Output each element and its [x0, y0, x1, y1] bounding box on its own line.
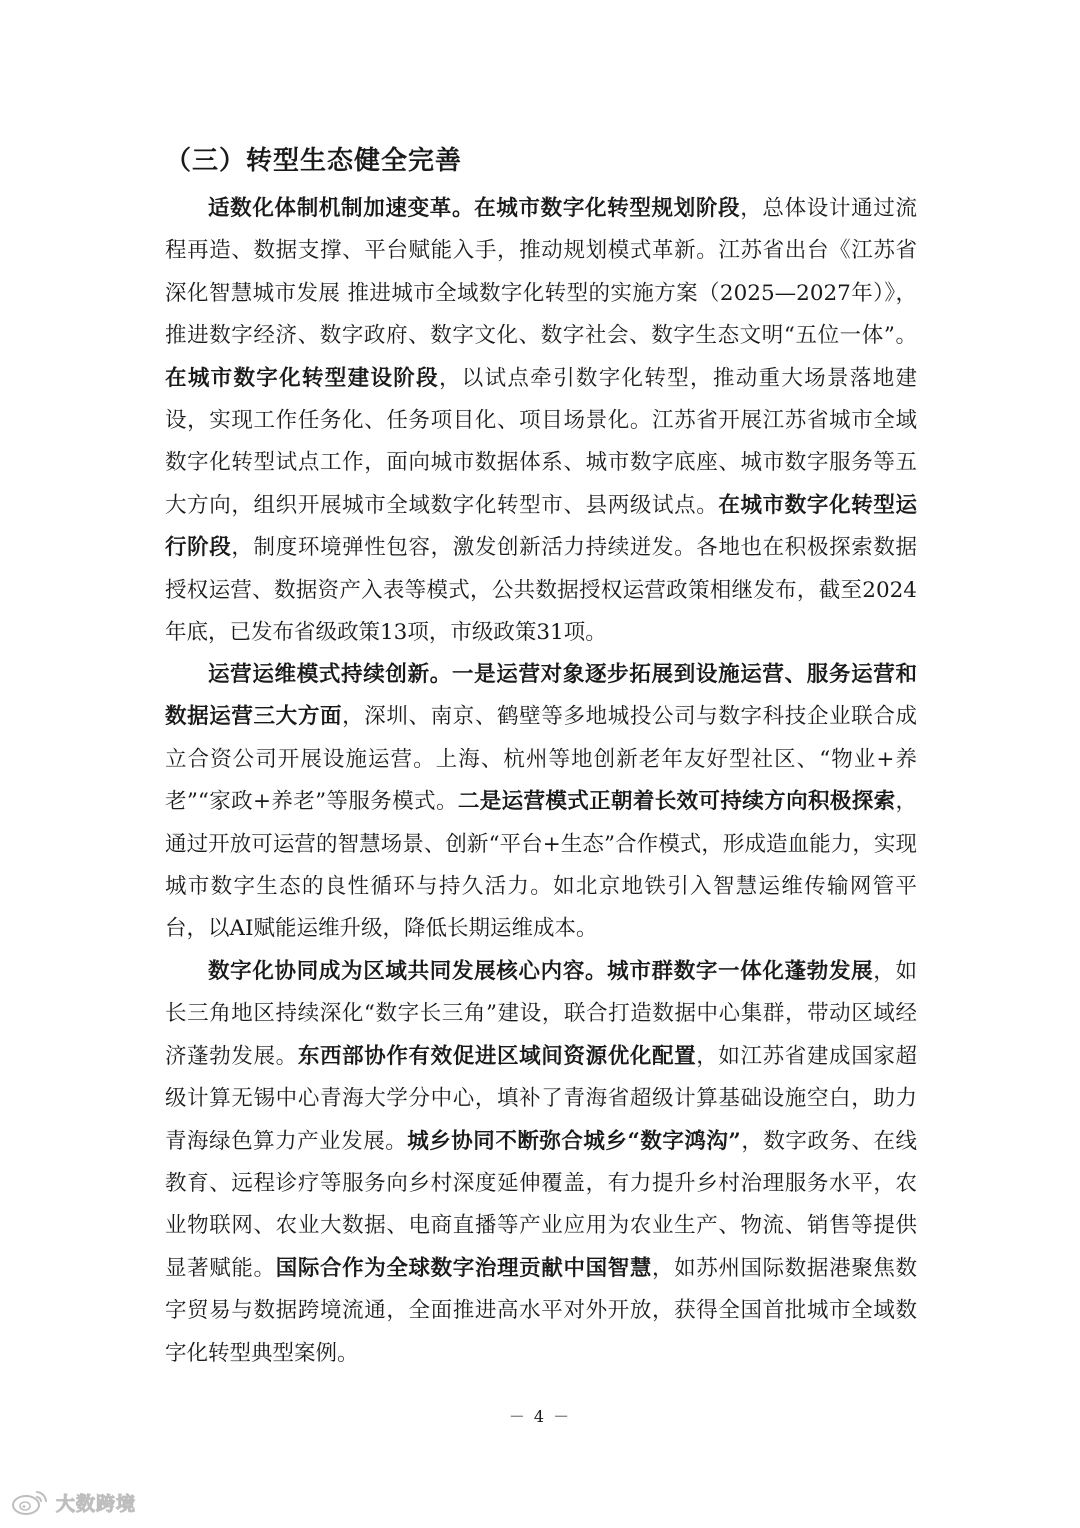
paragraph-bold-lead: 二是运营模式正朝着长效可持续方向积极探索 [457, 789, 896, 815]
paragraph [165, 188, 917, 654]
paragraph-text: ，如江苏省建成国家超级计算无锡中心青海大学分中心，填补了青海省超级计算基础设施空白，助力青海绿色算力产业发展。 [165, 1043, 917, 1154]
paragraph-bold-lead: 东西部协作有效促进区域间资源优化配置 [297, 1043, 697, 1069]
paragraph-bold-lead: 国际合作为全球数字治理贡献中国智慧 [275, 1255, 652, 1281]
paragraph-bold-lead: 城乡协同不断弥合城乡“数字鸿沟” [407, 1128, 741, 1154]
watermark [10, 1488, 136, 1516]
paragraph-text: ，以试点牵引数字化转型，推动重大场景落地建设，实现工作任务化、任务项目化、项目场景化。江苏省开展江苏省城市全域数字化转型试点工作，面向城市数据体系、城市数字底座、城市数字服务等五大方向，组织开展城市全域数字化转型市、县两级试点。 [165, 365, 917, 518]
paragraph-text: ，如苏州国际数据港聚焦数字贸易与数据跨境流通，全面推进高水平对外开放，获得全国首批城市全域数字化转型典型案例。 [165, 1255, 917, 1366]
paragraph-text: ，深圳、南京、鹤壁等多地城投公司与数字科技企业联合成立合资公司开展设施运营。上海、杭州等地创新老年友好型社区、“物业+养老”“家政+养老”等服务模式。 [165, 704, 917, 815]
section-title: （三）转型生态健全完善 [165, 146, 463, 176]
paragraph-text: ，数字政务、在线教育、远程诊疗等服务向乡村深度延伸覆盖，有力提升乡村治理服务水平，农业物联网、农业大数据、电商直播等产业应用为农业生产、物流、销售等提供显著赋能。 [165, 1128, 917, 1281]
paragraph-text: ，如长三角地区持续深化“数字长三角”建设，联合打造数据中心集群，带动区域经济蓬勃发展。 [165, 959, 917, 1069]
paragraph-bold-lead: 数字化协同成为区域共同发展核心内容。城市群数字一体化蓬勃发展 [208, 959, 874, 984]
paragraph [165, 951, 917, 1375]
paragraph-bold-lead: 在城市数字化转型运行阶段 [165, 492, 917, 561]
paragraph-bold-lead: 运营运维模式持续创新。一是运营对象逐步拓展到设施运营、服务运营和数据运营三大方面 [165, 662, 917, 730]
paragraph-text: ，制度环境弹性包容，激发创新活力持续迸发。各地也在积极探索数据授权运营、数据资产入表等模式，公共数据授权运营政策相继发布，截至2024年底，已发布省级政策13项，市级政策31项。 [165, 535, 917, 646]
paragraph-text: ，总体设计通过流程再造、数据支撑、平台赋能入手，推动规划模式革新。江苏省出台《江苏省深化智慧城市发展 推进城市全域数字化转型的实施方案（2025—2027年）》，推进数字经济、数字政府、数字文化、数字社会、数字生态文明“五位一体”。 [165, 196, 917, 349]
page-number: － 4 － [508, 1407, 572, 1426]
weibo-logo-icon [10, 1488, 50, 1516]
paragraph-bold-lead: 适数化体制机制加速变革。在城市数字化转型规划阶段 [208, 196, 741, 221]
watermark-text: 大数跨境 [56, 1492, 137, 1515]
paragraph [165, 654, 917, 951]
paragraph-bold-lead: 在城市数字化转型建设阶段 [165, 365, 439, 391]
paragraph-text: ，通过开放可运营的智慧场景、创新“平台+生态”合作模式，形成造血能力，实现城市数字生态的良性循环与持久活力。如北京地铁引入智慧运维传输网管平台，以AI赋能运维升级，降低长期运维成本。 [165, 789, 917, 942]
